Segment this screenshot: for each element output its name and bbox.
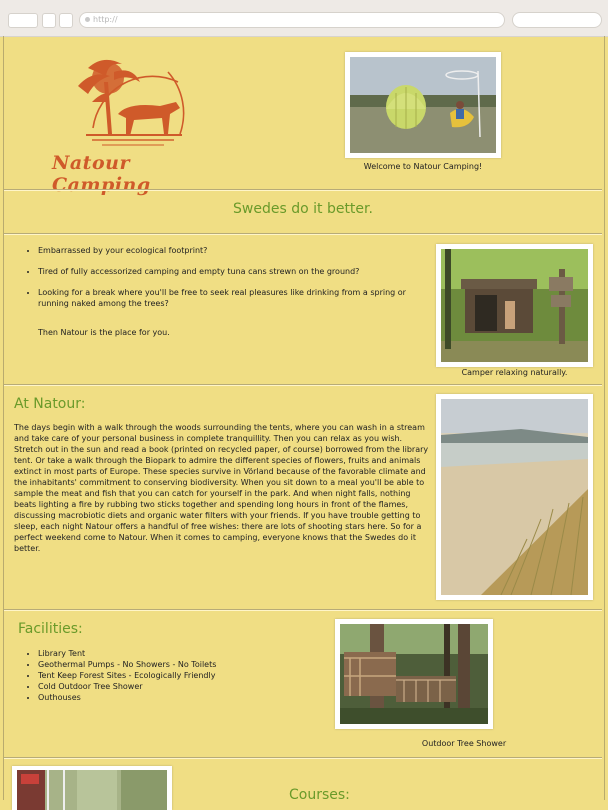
- facility-item: • Outhouses: [38, 692, 324, 703]
- divider: [4, 189, 602, 191]
- hero-image: [350, 57, 496, 153]
- intro-item: • Embarrassed by your ecological footprint?: [38, 245, 424, 256]
- divider: [4, 384, 602, 386]
- facilities-list: [24, 648, 324, 703]
- forward-button[interactable]: [42, 13, 56, 28]
- logo-text: Natour Camping: [52, 152, 151, 196]
- camper-caption: Camper relaxing naturally.: [461, 368, 568, 377]
- at-natour-paragraph: The days begin with a walk through the woods surrounding the tents, where you can wash in a stream and take care of your personal business in complete tranquillity. Then you can relax as you wish. Stretch out in the sun and read a book (printed on recycled paper, of course) borrowed from the library tent. Or take a walk through the Biopark to admire the different species of flowers, fruits and animals extinct in most parts of Europe. These species survive in Vörland because of the favorable climate and the inhabitants' commitment to conserving biodiversity. When you sit down to a meal you'll be able to sample the meat and fish that you can catch for yourself in the park. And when night falls, nothing beats lighting a fire by rubbing two sticks together and spending long hours in front of the flames, discussing macrobiotic diets and organic water filters with your friends. If you have trouble getting to sleep, each night Natour offers a handful of free wishes: there are lots of shooting stars here. So for a perfect weekend come to Natour. When it comes to camping, everyone knows that the Swedes do it better.: [14, 423, 429, 553]
- at-natour-heading: At Natour:: [14, 396, 86, 412]
- divider: [4, 757, 602, 759]
- divider: [4, 609, 602, 611]
- intro-item: • Tired of fully accessorized camping and empty tuna cans strewn on the ground?: [38, 266, 424, 277]
- intro-item: • Looking for a break where you'll be free to seek real pleasures like drinking from a spring or running naked among the trees?: [38, 287, 424, 309]
- reload-button[interactable]: [59, 13, 73, 28]
- facilities-heading: Facilities:: [18, 621, 83, 637]
- logo[interactable]: [48, 42, 218, 196]
- tagline: Swedes do it better.: [233, 201, 373, 217]
- back-button[interactable]: [8, 13, 38, 28]
- tree-shower-caption: Outdoor Tree Shower: [421, 739, 507, 748]
- courses-photo: [12, 766, 172, 810]
- address-text: http://: [93, 15, 118, 24]
- search-field[interactable]: [512, 12, 602, 28]
- hero-photo: [345, 52, 501, 158]
- hero-caption: Welcome to Natour Camping!: [363, 162, 483, 171]
- courses-heading: Courses:: [289, 787, 350, 803]
- divider: [4, 233, 602, 235]
- dunes-image: [441, 399, 588, 595]
- dunes-photo: [436, 394, 593, 600]
- facility-item: • Library Tent: [38, 648, 324, 659]
- facility-item: • Tent Keep Forest Sites - Ecologically Friendly: [38, 670, 324, 681]
- facility-item: • Cold Outdoor Tree Shower: [38, 681, 324, 692]
- tree-shower-photo: [335, 619, 493, 729]
- intro-closing: Then Natour is the place for you.: [38, 328, 170, 337]
- courses-image: [17, 770, 167, 810]
- site-icon: [85, 17, 90, 22]
- browser-toolbar: [0, 0, 608, 37]
- camper-photo: [436, 244, 593, 367]
- tree-shower-image: [340, 624, 488, 724]
- intro-list: [24, 245, 424, 309]
- intro-text: [24, 245, 424, 338]
- address-bar[interactable]: [79, 12, 505, 28]
- facility-item: • Geothermal Pumps - No Showers - No Toilets: [38, 659, 324, 670]
- camper-image: [441, 249, 588, 362]
